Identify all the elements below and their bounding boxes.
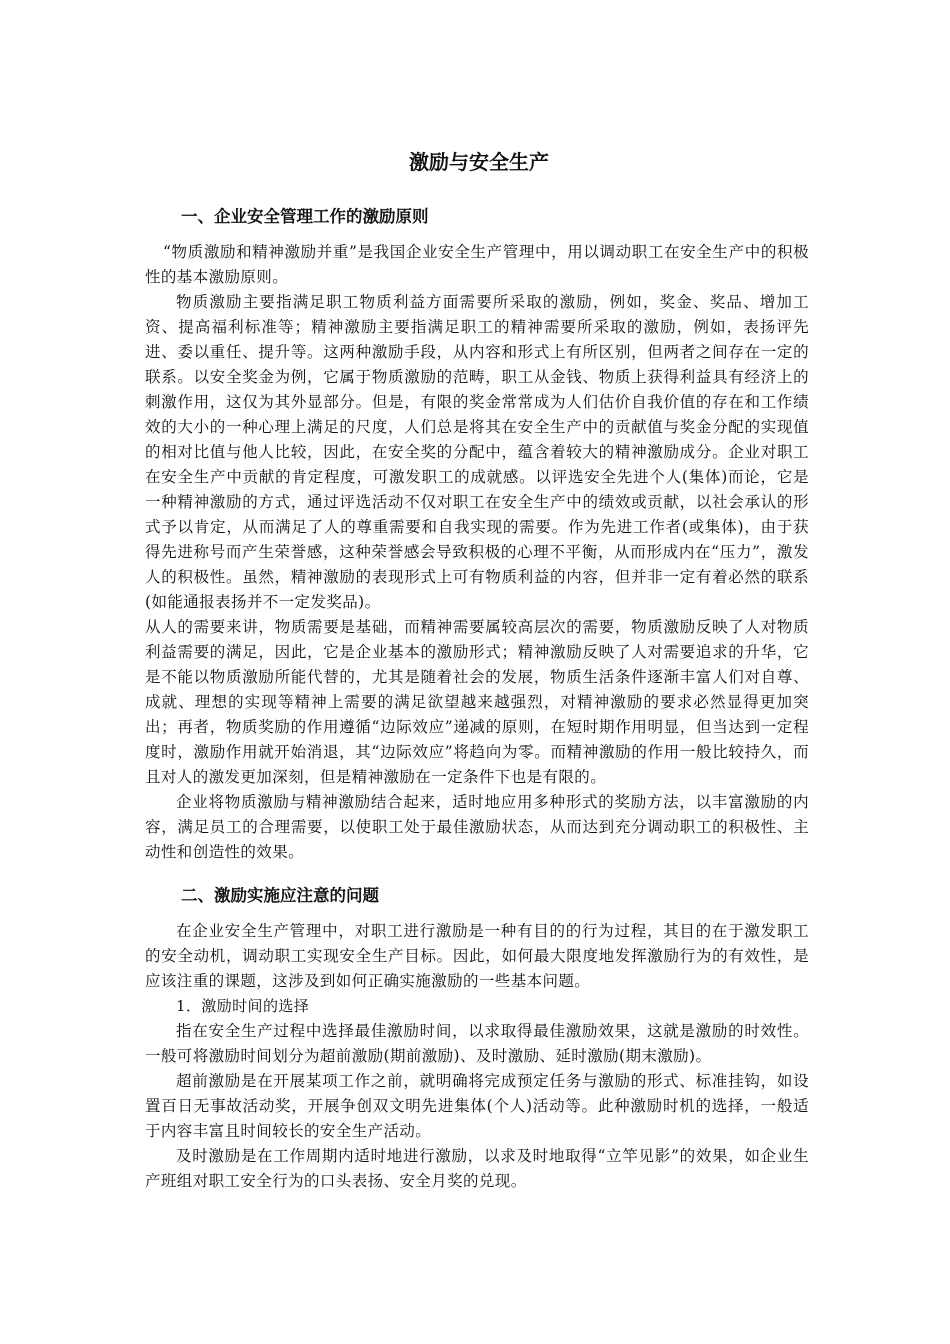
section-heading: 二、激励实施应注意的问题 (181, 886, 379, 905)
document-title: 激励与安全生产 (409, 150, 549, 174)
section-heading: 一、企业安全管理工作的激励原则 (181, 207, 429, 226)
paragraph: 物质激励主要指满足职工物质利益方面需要所采取的激励，例如，奖金、奖品、增加工资、提高福利标准等；精神激励主要指满足职工的精神需要所采取的激励，例如，表扬评先进、委以重任、提升等。这两种激励手段，从内容和形式上有所区别，但两者之间存在一定的联系。以安全奖金为例，它属于物质激励的范畴，职工从金钱、物质上获得利益具有经济上的刺激作用，这仅为其外显部分。但是，有限的奖金常常成为人们估价自我价值的存在和工作绩效的大小的一种心理上满足的尺度，人们总是将其在安全生产中的贡献值与奖金分配的实现值的相对比值与他人比较，因此，在安全奖的分配中，蕴含着较大的精神激励成分。企业对职工在安全生产中贡献的肯定程度，可激发职工的成就感。以评选安全先进个人(集体)而论，它是一种精神激励的方式，通过评选活动不仅对职工在安全生产中的绩效或贡献，以社会承认的形式予以肯定，从而满足了人的尊重需要和自我实现的需要。作为先进工作者(或集体)，由于获得先进称号而产生荣誉感，这种荣誉感会导致积极的心理不平衡，从而形成内在“压力”，激发人的积极性。虽然，精神激励的表现形式上可有物质利益的内容，但并非一定有着必然的联系(如能通报表扬并不一定发奖品)。 (145, 293, 809, 611)
section-2 (145, 883, 809, 1194)
paragraph: 及时激励是在工作周期内适时地进行激励，以求及时地取得“立竿见影”的效果，如企业生产班组对职工安全行为的口头表扬、安全月奖的兑现。 (145, 1147, 809, 1190)
section-1 (145, 204, 809, 865)
paragraph: 企业将物质激励与精神激励结合起来，适时地应用多种形式的奖励方法，以丰富激励的内容，满足员工的合理需要，以使职工处于最佳激励状态，从而达到充分调动职工的积极性、主动性和创造性的效果。 (145, 793, 809, 861)
paragraph: “物质激励和精神激励并重”是我国企业安全生产管理中，用以调动职工在安全生产中的积极性的基本激励原则。 (145, 243, 809, 286)
subsection-heading: 1．激励时间的选择 (176, 997, 310, 1015)
document-page (145, 146, 809, 1194)
paragraph: 在企业安全生产管理中，对职工进行激励是一种有目的的行为过程，其目的在于激发职工的安全动机，调动职工实现安全生产目标。因此，如何最大限度地发挥激励行为的有效性，是应该注重的课题，这涉及到如何正确实施激励的一些基本问题。 (145, 922, 809, 990)
paragraph: 超前激励是在开展某项工作之前，就明确将完成预定任务与激励的形式、标准挂钩，如设置百日无事故活动奖，开展争创双文明先进集体(个人)活动等。此种激励时机的选择，一般适于内容丰富且时间较长的安全生产活动。 (145, 1072, 809, 1140)
paragraph: 从人的需要来讲，物质需要是基础，而精神需要属较高层次的需要，物质激励反映了人对物质利益需要的满足，因此，它是企业基本的激励形式；精神激励反映了人对需要追求的升华，它是不能以物质激励所能代替的，尤其是随着社会的发展，物质生活条件逐渐丰富人们对自尊、成就、理想的实现等精神上需要的满足欲望越来越强烈，对精神激励的要求必然显得更加突出；再者，物质奖励的作用遵循“边际效应”递减的原则，在短时期作用明显，但当达到一定程度时，激励作用就开始消退，其“边际效应”将趋向为零。而精神激励的作用一般比较持久，而且对人的激发更加深刻，但是精神激励在一定条件下也是有限的。 (145, 618, 809, 786)
paragraph: 指在安全生产过程中选择最佳激励时间，以求取得最佳激励效果，这就是激励的时效性。一般可将激励时间划分为超前激励(期前激励)、及时激励、延时激励(期末激励)。 (145, 1022, 809, 1065)
